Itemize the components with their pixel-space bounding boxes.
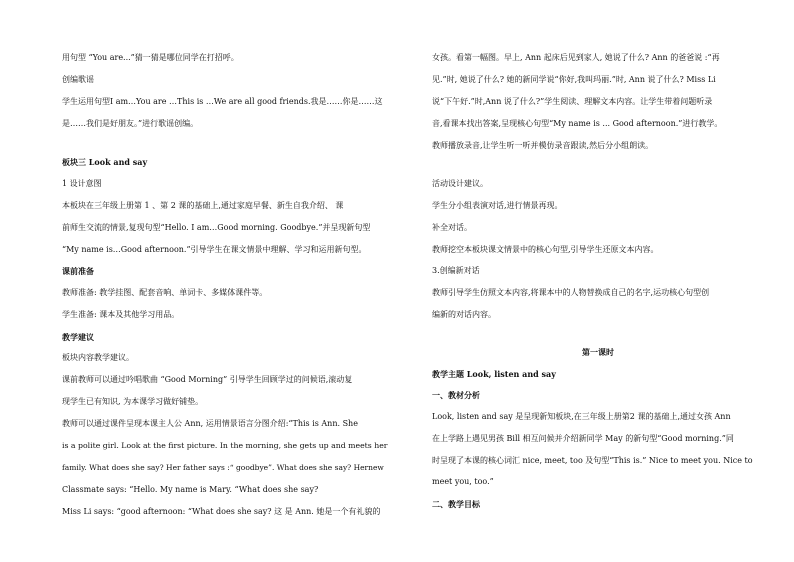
text-line: is a polite girl. Look at the first picture. In the morning, she gets up and meets her — [62, 441, 388, 450]
text-line: Look, listen and say 是呈现新知板块,在三年级上册第2 课的基础上,通过女孩 Ann — [432, 412, 731, 421]
text-line: 教师可以通过课件呈现本课主人公 Ann, 运用情景语言分图介绍:“This is Ann. She — [62, 419, 358, 428]
subheading-design: 1 设计意图 — [62, 179, 102, 188]
text-line: 现学生已有知识, 为本课学习做好铺垫。 — [62, 397, 204, 406]
heading-teaching-goals: 二、教学目标 — [432, 499, 480, 509]
section-heading: 板块三 Look and say — [62, 157, 148, 167]
text-line: 教师引导学生仿照文本内容,将课本中的人物替换成自己的名字,运功核心句型创 — [432, 288, 710, 297]
heading-textbook-analysis: 一、教材分析 — [432, 390, 480, 400]
text-line: 编新的对话内容。 — [432, 310, 496, 319]
subheading-chant: 创编歌谣 — [62, 75, 94, 84]
text-line: 板块内容教学建议。 — [62, 353, 134, 362]
text-line: 见.”时, 她说了什么? 她的新同学说“你好,我叫玛丽.”时, Ann 说了什么? Miss Li — [432, 75, 716, 84]
text-line: 教师挖空本板块课文情景中的核心句型,引导学生还原文本内容。 — [432, 245, 659, 254]
text-line: “My name is…Good afternoon.”引导学生在课文情景中理解、学习和运用新句型。 — [62, 245, 367, 254]
text-line: 课前教师可以通过吟唱歌曲 “Good Morning” 引导学生回顾学过的问候语,滚动复 — [62, 375, 353, 384]
text-line: 时呈现了本课的核心词汇 nice, meet, too 及句型“This is.” Nice to meet you. Nice to — [432, 456, 753, 465]
text-line: 前师生交流的情景,复现句型“Hello. I am…Good morning. Goodbye.”并呈现新句型 — [62, 223, 371, 232]
text-line: family. What does she say? Her father says :“ goodbye”. What does she say? Hernew — [62, 463, 384, 472]
text-line: 说“下午好.”时,Ann 说了什么?”学生阅读、理解文本内容。让学生带着问题听录 — [432, 97, 713, 106]
text-line: 活动设计建议。 — [432, 179, 488, 188]
text-line: 音,看课本找出答案,呈现核心句型“My name is ... Good afternoon.”进行教学。 — [432, 119, 723, 128]
text-line: 补全对话。 — [432, 223, 472, 232]
text-line: Miss Li says: “good afternoon: “What does she say? 这 是 Ann. 她是一个有礼貌的 — [62, 507, 381, 516]
text-line: meet you, too.” — [432, 477, 494, 486]
text-line: 学生分小组表演对话,进行情景再现。 — [432, 201, 563, 210]
text-line: 女孩。看第一幅图。早上, Ann 起床后见到家人, 她说了什么? Ann 的爸爸说 :“再 — [432, 53, 720, 62]
text-line: Classmate says: “Hello. My name is Mary. “What does she say? — [62, 485, 319, 494]
subheading-new-dialogue: 3.创编新对话 — [432, 266, 480, 275]
text-line: 教师播放录音,让学生听一听并模仿录音跟读,然后分小组朗读。 — [432, 141, 654, 150]
teaching-theme: 教学主题 Look, listen and say — [432, 369, 556, 379]
text-line: 在上学路上遇见男孩 Bill 相互问候并介绍新同学 May 的新句型“Good morning.”同 — [432, 434, 734, 443]
text-line: 学生运用句型I am…You are …This is …We are all good friends.我是……你是……这 — [62, 97, 383, 106]
heading-preparation: 课前准备 — [62, 266, 94, 276]
lesson-title: 第一课时 — [582, 347, 614, 357]
text-line: 教师准备: 教学挂图、配套音响、单词卡、多媒体课件等。 — [62, 288, 268, 297]
text-line: 用句型 “You are...”猜一猜是哪位同学在打招呼。 — [62, 53, 239, 62]
text-line: 是……我们是好朋友。”进行歌谣创编。 — [62, 119, 199, 128]
text-line: 学生准备: 课本及其他学习用品。 — [62, 310, 180, 319]
heading-teaching-suggestion: 教学建议 — [62, 332, 94, 342]
text-line: 本板块在三年级上册第 1 、第 2 课的基础上,通过家庭早餐、新生自我介绍、 课 — [62, 201, 344, 210]
